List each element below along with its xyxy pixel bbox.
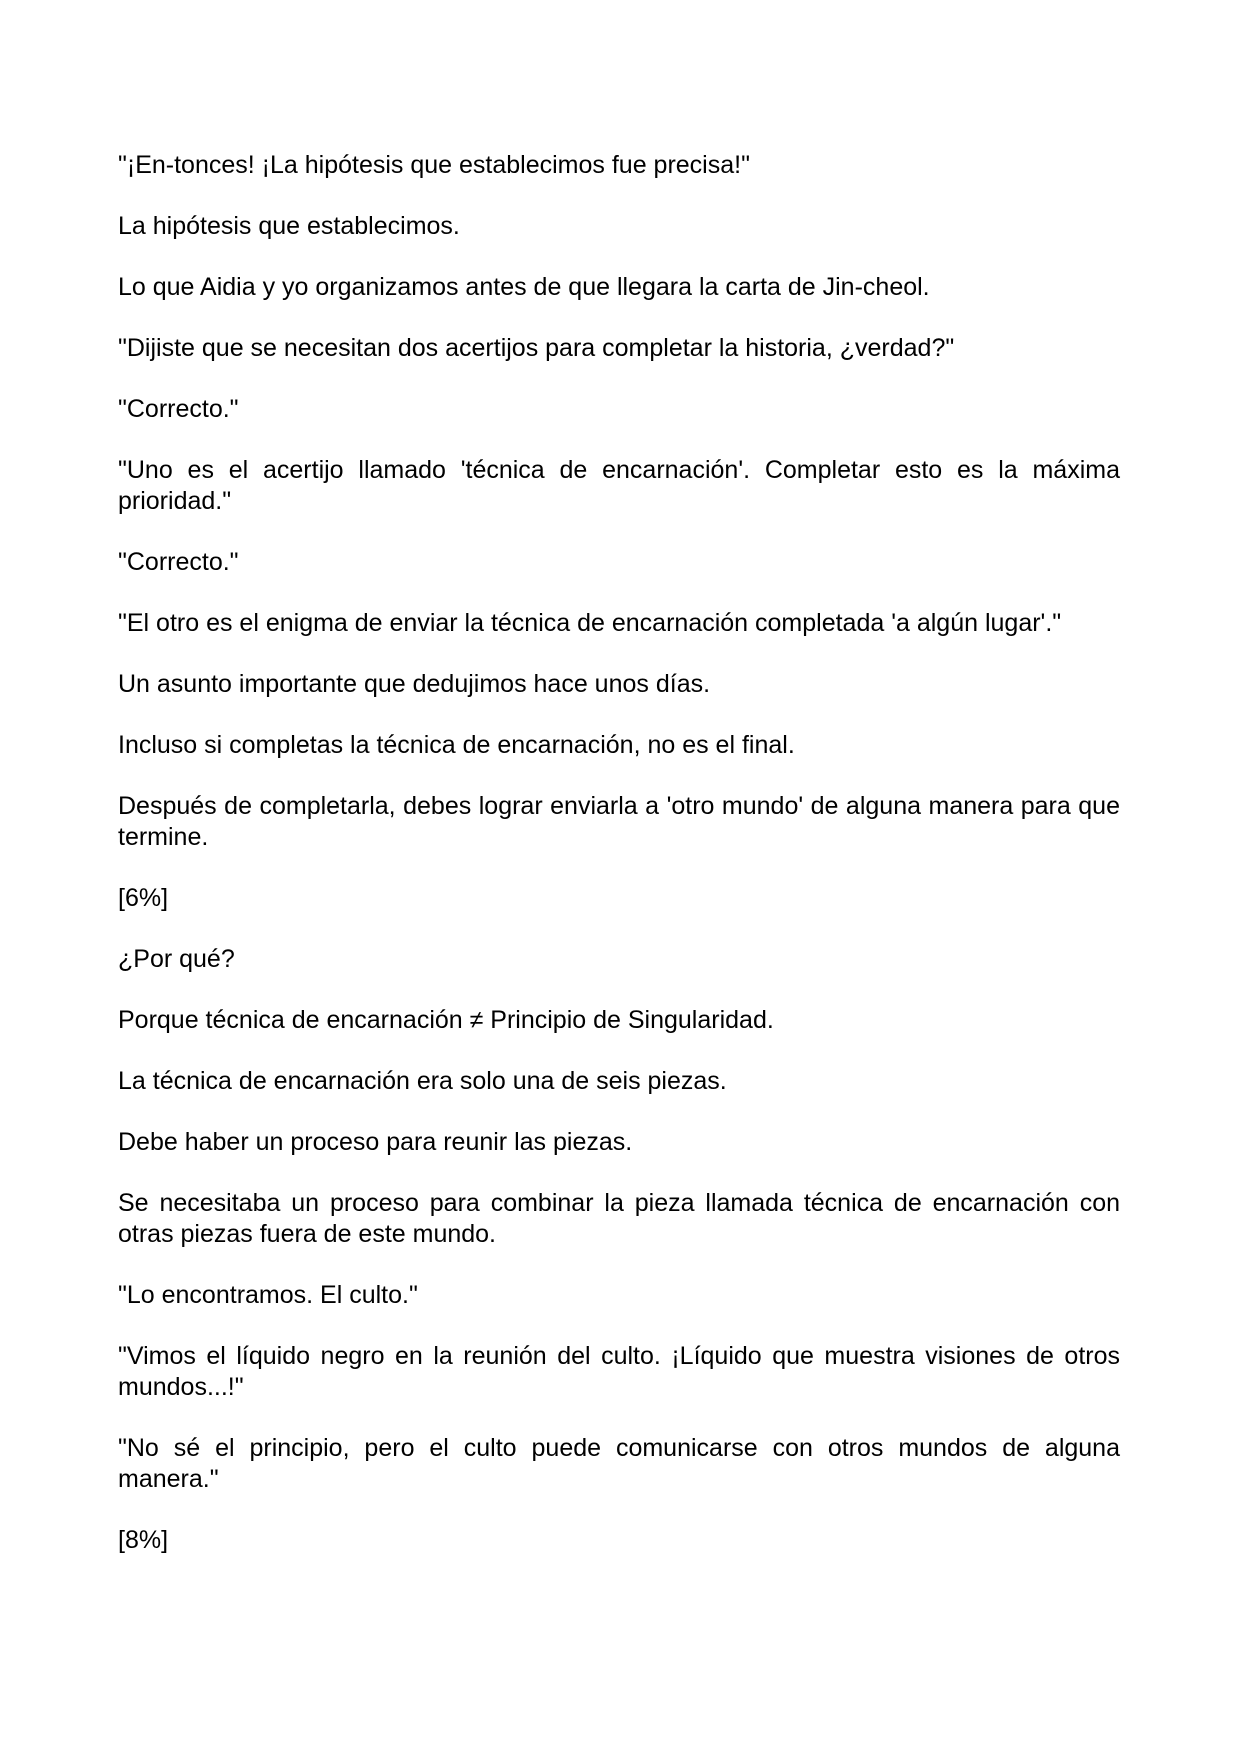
paragraph: "Correcto."	[118, 395, 239, 423]
paragraph: Lo que Aidia y yo organizamos antes de que llegara la carta de Jin-cheol.	[118, 273, 930, 301]
paragraph: "Dijiste que se necesitan dos acertijos para completar la historia, ¿verdad?"	[118, 334, 955, 362]
paragraph: "¡En-tonces! ¡La hipótesis que establecimos fue precisa!"	[118, 151, 750, 179]
paragraph: La técnica de encarnación era solo una de seis piezas.	[118, 1067, 727, 1095]
progress-marker: [8%]	[118, 1526, 169, 1554]
paragraph: Porque técnica de encarnación ≠ Principio de Singularidad.	[118, 1006, 774, 1034]
progress-marker: [6%]	[118, 884, 169, 912]
paragraph: Debe haber un proceso para reunir las piezas.	[118, 1128, 633, 1156]
paragraph: "Lo encontramos. El culto."	[118, 1281, 418, 1309]
paragraph: ¿Por qué?	[118, 945, 235, 973]
paragraph: "El otro es el enigma de enviar la técnica de encarnación completada 'a algún lugar'."	[118, 609, 1062, 637]
paragraph: Un asunto importante que dedujimos hace unos días.	[118, 670, 711, 698]
paragraph: "Correcto."	[118, 548, 239, 576]
document-body	[118, 150, 1120, 1586]
paragraph: Después de completarla, debes lograr enviarla a 'otro mundo' de alguna manera para que termine.	[118, 792, 1120, 851]
paragraph: Incluso si completas la técnica de encarnación, no es el final.	[118, 731, 795, 759]
paragraph: La hipótesis que establecimos.	[118, 212, 460, 240]
paragraph: "Uno es el acertijo llamado 'técnica de encarnación'. Completar esto es la máxima prioridad."	[118, 456, 1120, 515]
paragraph: "Vimos el líquido negro en la reunión del culto. ¡Líquido que muestra visiones de otros mundos...!"	[118, 1342, 1120, 1401]
paragraph: "No sé el principio, pero el culto puede comunicarse con otros mundos de alguna manera."	[118, 1434, 1120, 1493]
paragraph: Se necesitaba un proceso para combinar la pieza llamada técnica de encarnación con otras piezas fuera de este mundo.	[118, 1189, 1120, 1248]
